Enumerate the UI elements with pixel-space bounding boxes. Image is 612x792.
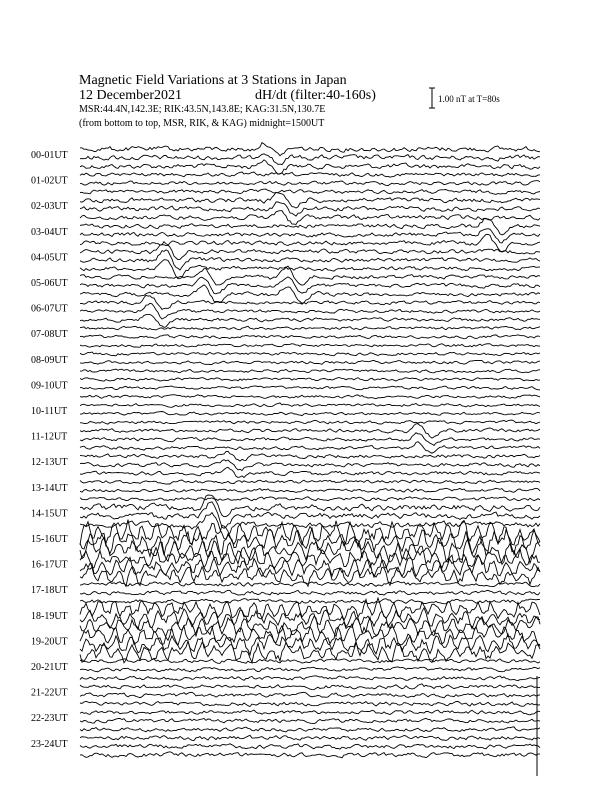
trace-12-13UT-MSR bbox=[80, 467, 540, 477]
trace-00-01UT-KAG bbox=[80, 143, 540, 156]
hour-label-group bbox=[31, 150, 68, 750]
trace-03-04UT-KAG bbox=[80, 218, 540, 235]
trace-02-03UT-MSR bbox=[80, 211, 540, 225]
trace-10-11UT-KAG bbox=[80, 403, 540, 407]
scale-bar-label: 1.00 nT at T=80s bbox=[438, 94, 500, 104]
trace-10-11UT-RIK bbox=[80, 412, 540, 416]
trace-01-02UT-KAG bbox=[80, 172, 540, 177]
trace-23-24UT-RIK bbox=[80, 744, 540, 749]
trace-11-12UT-MSR bbox=[80, 442, 540, 454]
trace-20-21UT-MSR bbox=[80, 676, 540, 681]
trace-09-10UT-MSR bbox=[80, 395, 540, 399]
chart-date: 12 December2021 bbox=[79, 88, 183, 103]
hour-label-20-21UT: 20-21UT bbox=[31, 662, 68, 673]
trace-group bbox=[80, 143, 540, 776]
trace-06-07UT-MSR bbox=[80, 314, 540, 327]
trace-20-21UT-KAG bbox=[80, 659, 540, 664]
trace-22-23UT-KAG bbox=[80, 710, 540, 715]
trace-01-02UT-RIK bbox=[80, 181, 540, 186]
hour-label-22-23UT: 22-23UT bbox=[31, 713, 68, 725]
chart-quantity: dH/dt (filter:40-160s) bbox=[255, 88, 376, 103]
trace-23-24UT-MSR bbox=[80, 752, 540, 758]
trace-08-09UT-KAG bbox=[80, 352, 540, 356]
trace-19-20UT-MSR bbox=[80, 641, 540, 662]
trace-10-11UT-MSR bbox=[80, 420, 540, 424]
hour-label-00-01UT: 00-01UT bbox=[31, 150, 68, 161]
hour-label-05-06UT: 05-06UT bbox=[31, 278, 68, 289]
hour-label-14-15UT: 14-15UT bbox=[31, 508, 68, 520]
trace-04-05UT-MSR bbox=[80, 260, 540, 279]
hour-label-17-18UT: 17-18UT bbox=[31, 585, 68, 597]
trace-06-07UT-RIK bbox=[80, 303, 540, 319]
trace-09-10UT-KAG bbox=[80, 378, 540, 382]
hour-label-13-14UT: 13-14UT bbox=[31, 482, 68, 494]
hour-label-19-20UT: 19-20UT bbox=[31, 636, 68, 648]
hour-label-01-02UT: 01-02UT bbox=[31, 175, 68, 187]
trace-17-18UT-MSR bbox=[80, 599, 540, 604]
trace-13-14UT-KAG bbox=[80, 480, 540, 484]
trace-07-08UT-KAG bbox=[80, 326, 540, 330]
trace-13-14UT-MSR bbox=[80, 497, 540, 501]
trace-00-01UT-MSR bbox=[80, 160, 540, 174]
trace-07-08UT-RIK bbox=[80, 335, 540, 339]
trace-07-08UT-MSR bbox=[80, 344, 540, 348]
trace-12-13UT-KAG bbox=[80, 451, 540, 461]
trace-21-22UT-MSR bbox=[80, 701, 540, 706]
hour-label-16-17UT: 16-17UT bbox=[31, 559, 68, 571]
hour-label-23-24UT: 23-24UT bbox=[31, 738, 68, 750]
trace-05-06UT-RIK bbox=[80, 277, 540, 294]
trace-03-04UT-RIK bbox=[80, 229, 540, 243]
trace-00-01UT-RIK bbox=[80, 154, 540, 165]
trace-17-18UT-KAG bbox=[80, 581, 540, 586]
trace-08-09UT-RIK bbox=[80, 360, 540, 364]
trace-02-03UT-RIK bbox=[80, 202, 540, 216]
trace-11-12UT-RIK bbox=[80, 433, 540, 446]
hour-label-18-19UT: 18-19UT bbox=[31, 610, 68, 622]
trace-21-22UT-KAG bbox=[80, 684, 540, 690]
trace-22-23UT-MSR bbox=[80, 727, 540, 732]
trace-15-16UT-RIK bbox=[80, 528, 540, 556]
hour-label-04-05UT: 04-05UT bbox=[31, 252, 68, 264]
hour-label-12-13UT: 12-13UT bbox=[31, 457, 68, 469]
hour-label-08-09UT: 08-09UT bbox=[31, 354, 68, 366]
trace-08-09UT-MSR bbox=[80, 369, 540, 373]
trace-22-23UT-RIK bbox=[80, 718, 540, 723]
trace-20-21UT-RIK bbox=[80, 667, 540, 672]
trace-17-18UT-RIK bbox=[80, 590, 540, 595]
hour-label-15-16UT: 15-16UT bbox=[31, 534, 68, 545]
station-coordinates: MSR:44.4N,142.3E; RIK:43.5N,143.8E; KAG:31.5N,130.7E bbox=[79, 104, 326, 115]
trace-11-12UT-KAG bbox=[80, 424, 540, 438]
trace-12-13UT-RIK bbox=[80, 460, 540, 471]
hour-label-09-10UT: 09-10UT bbox=[31, 380, 68, 392]
trace-23-24UT-KAG bbox=[80, 735, 540, 740]
trace-13-14UT-RIK bbox=[80, 488, 540, 492]
chart-title: Magnetic Field Variations at 3 Stations in Japan bbox=[79, 73, 347, 88]
trace-05-06UT-MSR bbox=[80, 285, 540, 304]
trace-21-22UT-RIK bbox=[80, 692, 540, 698]
trace-02-03UT-KAG bbox=[80, 192, 540, 208]
trace-01-02UT-MSR bbox=[80, 189, 540, 194]
trace-09-10UT-RIK bbox=[80, 386, 540, 390]
hour-label-03-04UT: 03-04UT bbox=[31, 226, 68, 238]
hour-label-10-11UT: 10-11UT bbox=[31, 406, 68, 417]
hour-label-21-22UT: 21-22UT bbox=[31, 687, 68, 699]
hour-label-11-12UT: 11-12UT bbox=[31, 431, 68, 443]
hour-label-02-03UT: 02-03UT bbox=[31, 201, 68, 213]
station-order-note: (from bottom to top, MSR, RIK, & KAG) midnight=1500UT bbox=[79, 118, 325, 129]
hour-label-06-07UT: 06-07UT bbox=[31, 303, 68, 315]
hour-label-07-08UT: 07-08UT bbox=[31, 329, 68, 341]
